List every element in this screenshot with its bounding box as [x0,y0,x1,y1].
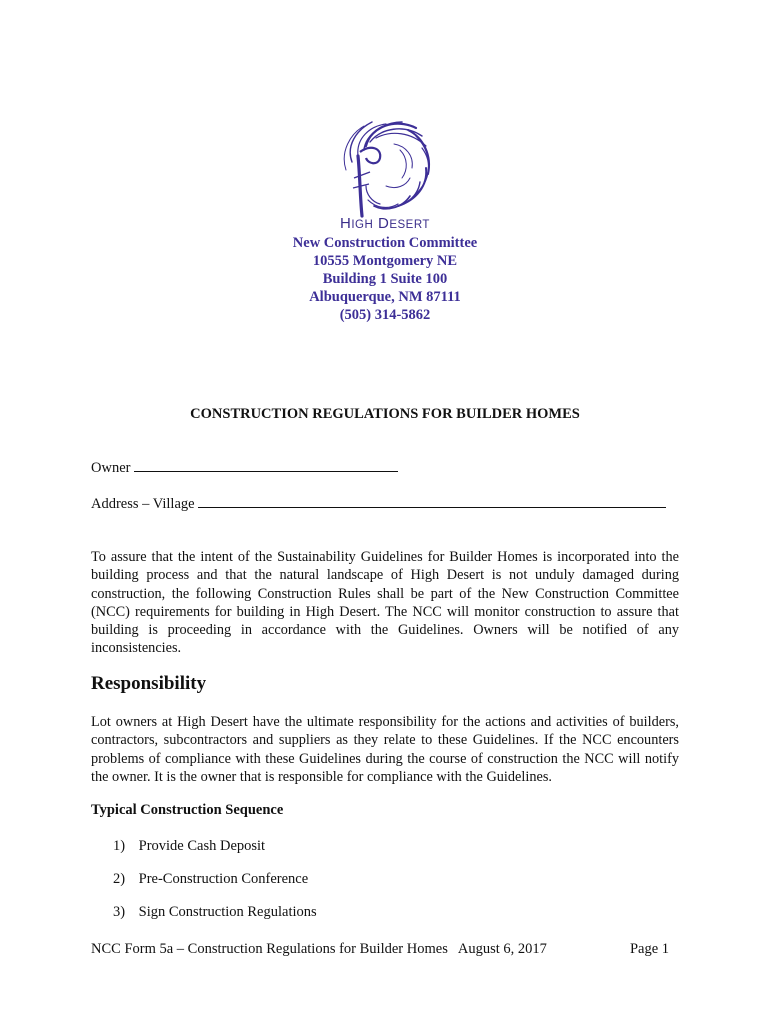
list-item-text: Provide Cash Deposit [138,838,266,854]
address-label: Address – Village [91,496,195,512]
footer-form-title: NCC Form 5a – Construction Regulations for Builder Homes August 6, 2017 [91,941,547,957]
brand-name [0,215,770,234]
page-number: Page 1 [629,941,669,957]
list-item-number: 1) [113,838,126,854]
intro-paragraph: To assure that the intent of the Sustainability Guidelines for Builder Homes is incorporated into the building process and that the natural landscape of High Desert is not unduly damaged during construction, the following Construction Rules shall be part of the New Construction Committee (NCC) requirements for building in High Desert. The NCC will monitor construction to assure that building is proceeding in accordance with the Guidelines. Owners will be notified of any inconsistencies. [91,549,679,657]
document-title: CONSTRUCTION REGULATIONS FOR BUILDER HOMES [190,406,580,422]
brand-letter: D [377,215,390,232]
list-item-number: 3) [113,904,126,920]
address-blank-line[interactable] [198,495,666,508]
list-item-text: Pre-Construction Conference [138,871,309,887]
brand-letters: IGH [351,219,374,231]
address-line-2: Building 1 Suite 100 [322,271,448,287]
list-item [113,838,265,855]
page-footer [91,941,669,958]
committee-name: New Construction Committee [292,235,478,251]
phone-number: (505) 314-5862 [339,307,431,323]
list-item [113,904,317,921]
responsibility-heading: Responsibility [91,673,207,694]
list-item [113,871,308,888]
brand-letters: ESERT [389,219,430,231]
address-line-3: Albuquerque, NM 87111 [309,289,461,305]
organization-header [0,215,770,324]
responsibility-paragraph: Lot owners at High Desert have the ultimate responsibility for the actions and activities of builders, contractors, subcontractors and suppliers as they relate to these Guidelines. If the NCC encounters problems of compliance with these Guidelines during the course of construction the NCC will notify the owner. It is the owner that is responsible for compliance with the Guidelines. [91,714,679,785]
owner-label: Owner [91,460,131,476]
owner-blank-line[interactable] [134,459,398,472]
list-item-text: Sign Construction Regulations [138,904,317,920]
high-desert-logo-icon [336,116,436,220]
sequence-heading: Typical Construction Sequence [91,802,284,818]
list-item-number: 2) [113,871,126,887]
address-field [91,495,666,513]
owner-field [91,459,398,477]
address-line-1: 10555 Montgomery NE [312,253,458,269]
brand-letter: H [340,215,352,232]
